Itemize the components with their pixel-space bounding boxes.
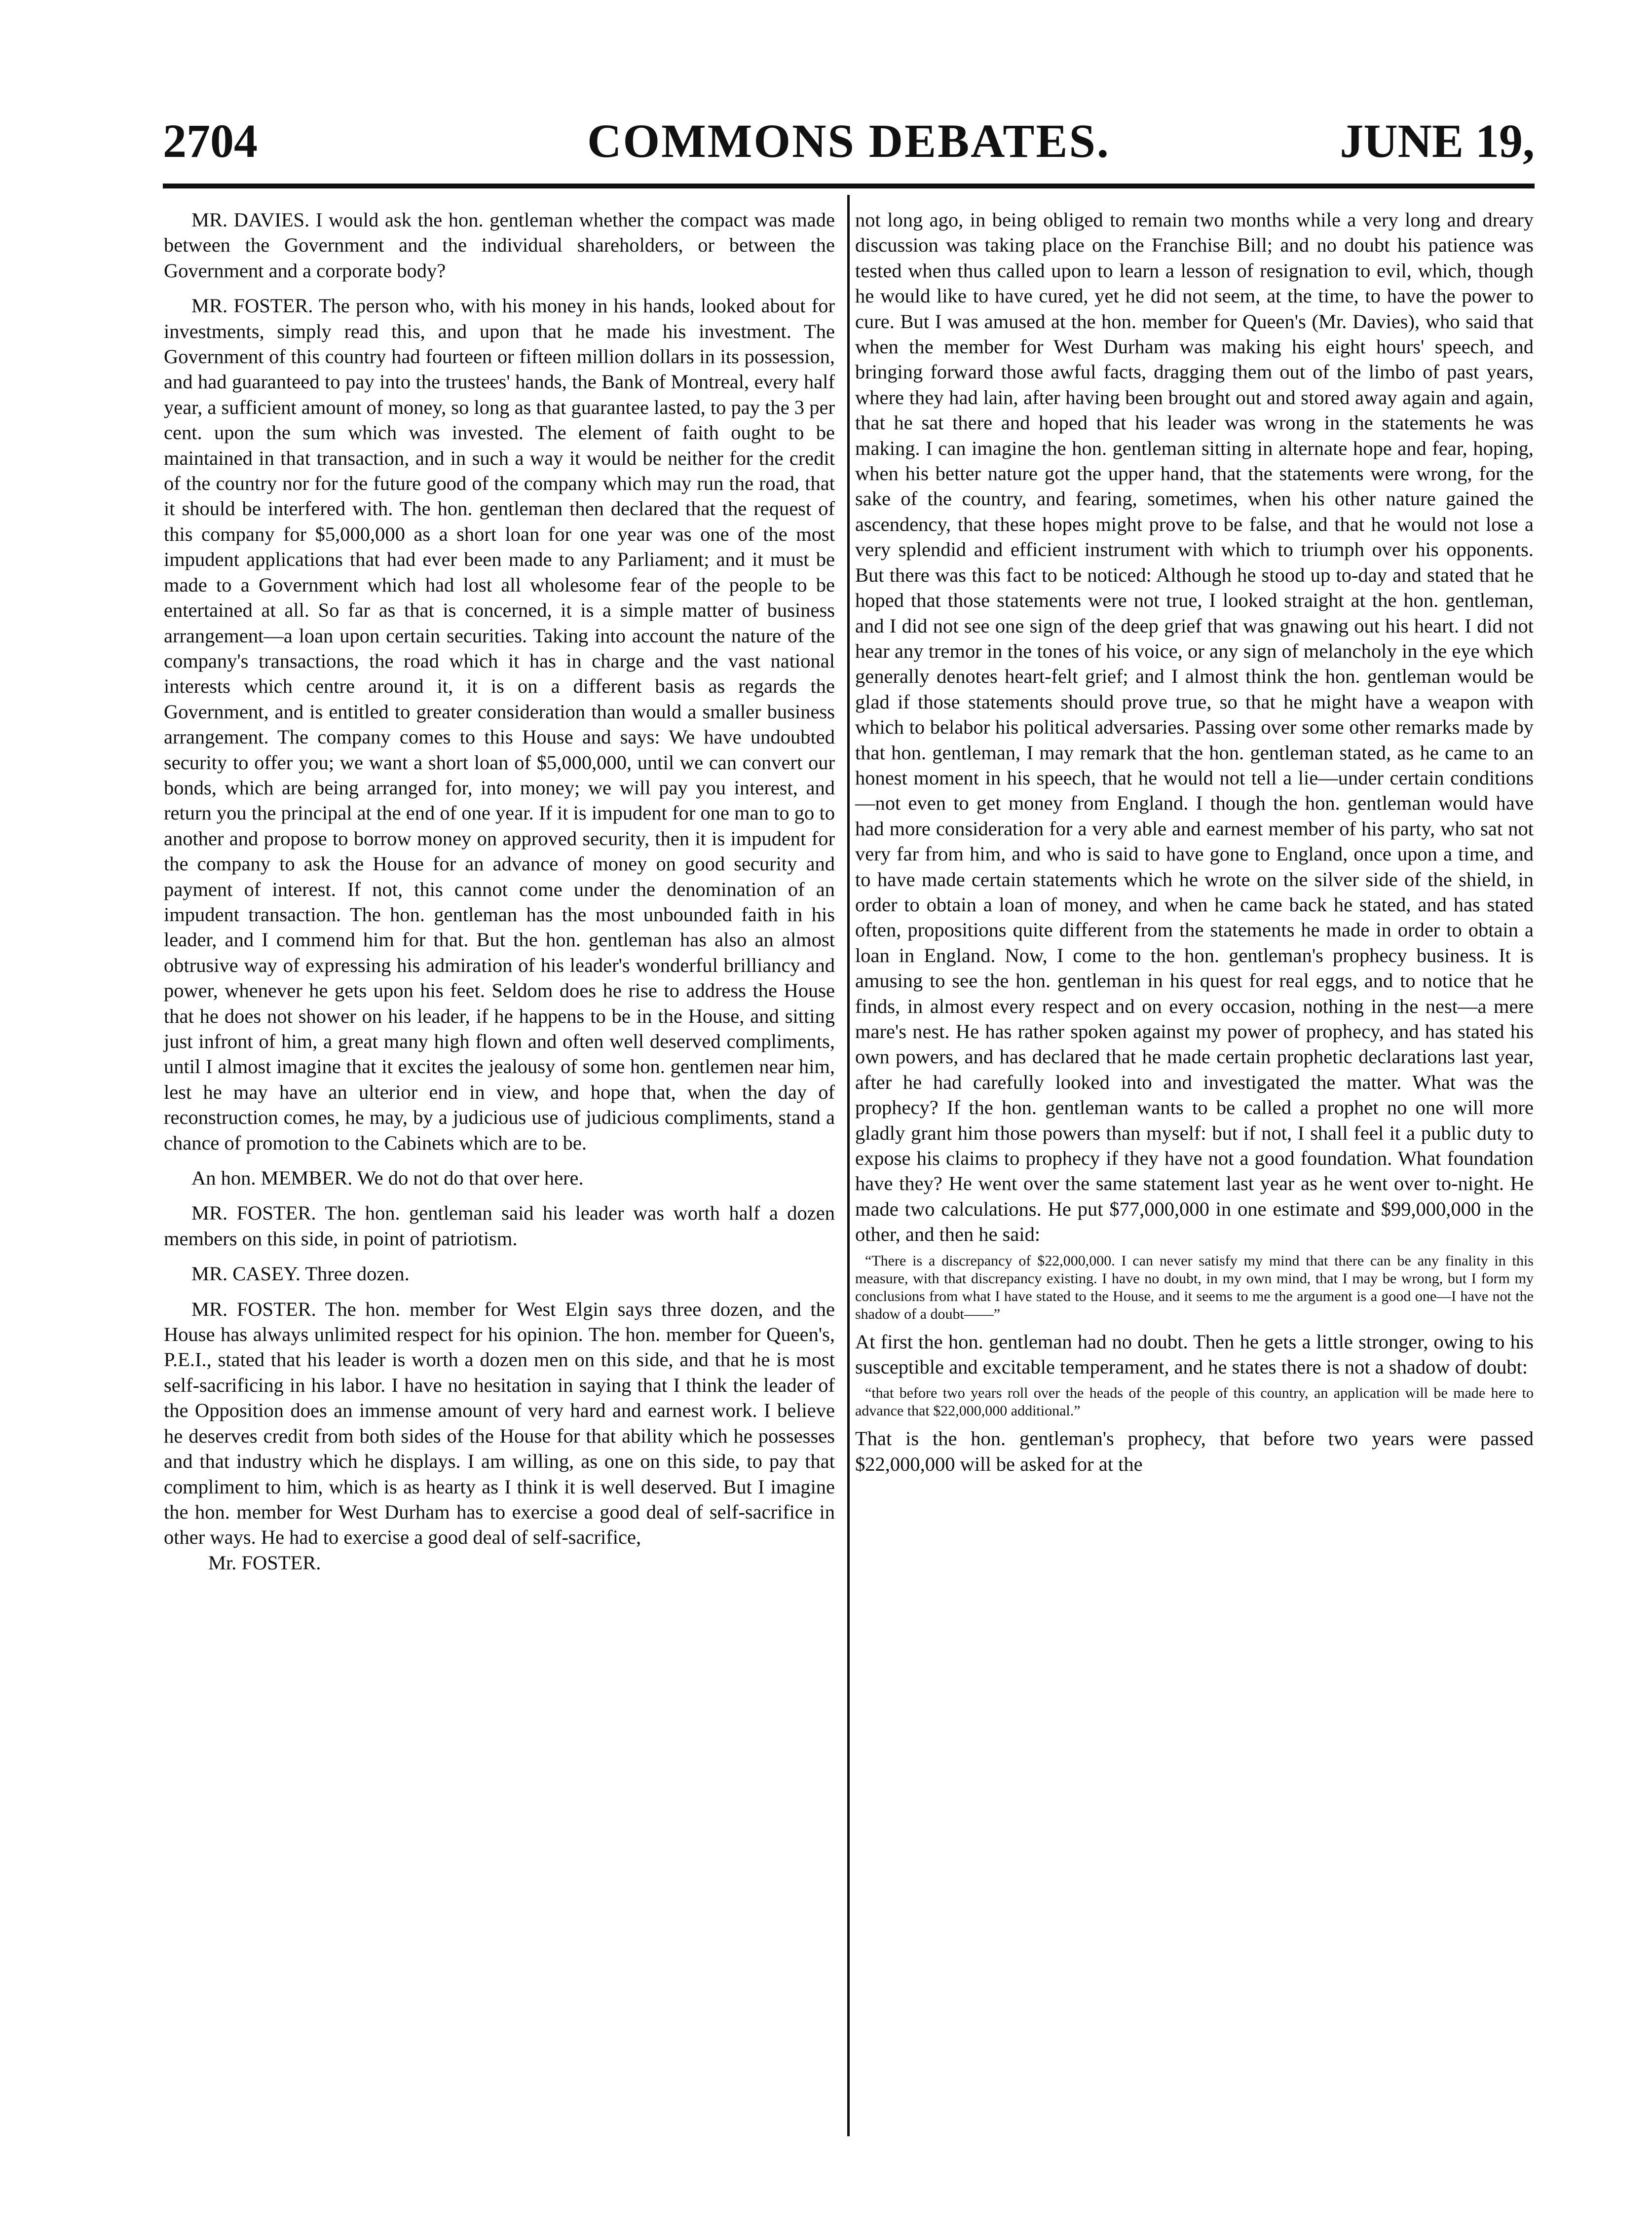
speech-text: The person who, with his money in his hands, looked about for investments, simply read this, and upon that he made his investment. The Government of this country had fourteen or fifteen million dollars in its possession, and had guaranteed to pay into the trustees' hands, the Bank of Montreal, every half year, a sufficient amount of money, so long as that guarantee lasted, to pay the 3 per cent. upon the sum which was invested. The element of faith ought to be maintained in that transaction, and in such a way it would be neither for the credit of the country nor for the future good of the company which may run the road, that it should be interfered with. The hon. gentleman then declared that the request of this company for $5,000,000 as a short loan for one year was one of the most impudent applications that had ever been made to any Parliament; and it must be made to a Government which had lost all wholesome fear of the people to be entertained at all. So far as that is concerned, it is a simple matter of business arrangement—a loan upon certain securities. Taking into account the nature of the company's transactions, the road which it has in charge and the vast national interests which centre around it, it is on a different basis as regards the Government, and is entitled to greater consideration than would a smaller business arrangement. The company comes to this House and says: We have undoubted security to offer you; we want a short loan of $5,000,000, until we can convert our bonds, which are being arranged for, into money; we will pay you interest, and return you the principal at the end of one year. If it is impudent for one man to go to another and propose to borrow money on approved security, then it is impudent for the company to ask the House for an advance of money on good security and payment of interest. If not, this cannot come under the denomination of an impudent transaction. The hon. gentleman has the most unbounded faith in his leader, and I commend him for that. But the hon. gentleman has also an almost obtrusive way of expressing his admiration of his leader's wonderful brilliancy and power, whenever he gets upon his feet. Seldom does he rise to address the House that he does not shower on his leader, if he happens to be in the House, and sitting just infront of him, a great many high flown and often well deserved compliments, until I almost imagine that it excites the jealousy of some hon. gentlemen near him, lest he may have an ulterior end in view, and hope that, when the day of reconstruction comes, he may, by a judicious use of judicious compliments, stand a chance of promotion to the Cabinets which are to be. — [164, 295, 835, 1154]
paragraph: At first the hon. gentleman had no doubt. Then he gets a little stronger, owing to his susceptible and excitable temperament, and he states there is not a shadow of doubt: — [855, 1330, 1534, 1378]
paragraph: That is the hon. gentleman's prophecy, that before two years were passed $22,000,000 will be asked for at the — [855, 1427, 1534, 1475]
paragraph — [164, 1165, 835, 1190]
block-quote — [855, 1252, 1534, 1323]
speech-text: The hon. gentleman said his leader was worth half a dozen members on this side, in point of patriotism. — [164, 1202, 835, 1250]
right-column — [855, 207, 1534, 1477]
speaker-name: MR. FOSTER. — [191, 1298, 316, 1320]
paragraph — [164, 207, 835, 283]
paragraph — [164, 1297, 835, 1550]
paragraph: not long ago, in being obliged to remain two months while a very long and dreary discussion was taking place on the Franchise Bill; and no doubt his patience was tested when thus called upon to learn a lesson of resignation to evil, which, though he would like to have cured, yet he did not seem, at the time, to have the power to cure. But I was amused at the hon. member for Queen's (Mr. Davies), who said that when the member for West Durham was making his eight hours' speech, and bringing forward those awful facts, dragging them out of the limbo of past years, where they had lain, after having been brought out and stored away again and again, that he sat there and hoped that his leader was wrong in the statements he was making. I can imagine the hon. gentleman sitting in alternate hope and fear, hoping, when his better nature got the upper hand, that the statements were wrong, for the sake of the country, and fearing, sometimes, when his other nature gained the ascendency, that these hopes might prove to be false, and that he would not lose a very splendid and efficient instrument with which to triumph over his opponents. But there was this fact to be noticed: Although he stood up to-day and stated that he hoped that those statements were not true, I looked straight at the hon. gentleman, and I did not see one sign of the deep grief that was gnawing out his heart. I did not hear any tremor in the tones of his voice, or any sign of melancholy in the eye which generally denotes heart-felt grief; and I almost think the hon. gentleman would be glad if those statements should prove true, so that he might have a weapon with which to belabor his political adversaries. Passing over some other remarks made by that hon. gentleman, I may remark that the hon. gentleman stated, as he came to an honest moment in his speech, that he would not tell a lie—under certain conditions—not even to get money from England. I though the hon. gentleman would have had more consideration for a very able and earnest member of his party, who sat not very far from him, and who is said to have gone to England, once upon a time, and to have made certain statements which he wrote on the silver side of the shield, in order to obtain a loan of money, and when he came back he stated, and has stated often, propositions quite different from the statements he made in order to obtain a loan in England. Now, I come to the hon. gentleman's prophecy business. It is amusing to see the hon. gentleman in his quest for real eggs, and to notice that he finds, in almost every respect and on every occasion, nothing in the nest—a mere mare's nest. He has rather spoken against my power of prophecy, and has stated his own powers, and has declared that he made certain prophetic declarations last year, after he had carefully looked into and investigated the matter. What was the prophecy? If the hon. gentleman wants to be called a prophet no one will more gladly grant him those powers than myself: but if not, I shall feel it a public duty to expose his claims to prophecy if they have not a good foundation. What foundation have they? He went over the same statement last year as he went over to-night. He made two calculations. He put $77,000,000 in one estimate and $99,000,000 in the other, and then he said: — [855, 209, 1534, 1246]
speech-text: We do not do that over here. — [357, 1167, 584, 1190]
header-rule — [163, 184, 1535, 188]
page-date: JUNE 19, — [1340, 114, 1535, 167]
catchword: Mr. FOSTER. — [208, 1551, 321, 1574]
column-divider — [847, 195, 850, 2136]
speaker-name: MR. FOSTER. — [191, 1202, 316, 1225]
page-header — [163, 113, 1535, 173]
speaker-name: An hon. MEMBER. — [191, 1167, 353, 1190]
speaker-name: MR. FOSTER. — [191, 295, 313, 317]
speech-text: Three dozen. — [305, 1263, 410, 1285]
page-title: COMMONS DEBATES. — [587, 114, 1110, 167]
speaker-name: MR. CASEY. — [191, 1263, 300, 1285]
speech-text: I would ask the hon. gentleman whether the compact was made between the Government and the individual shareholders, or between the Government and a corporate body? — [164, 209, 835, 282]
block-quote — [855, 1384, 1534, 1420]
quote-text: “There is a discrepancy of $22,000,000. I can never satisfy my mind that there can be any finality in this measure, with that discrepancy existing. I have no doubt, in my own mind, that I may be wrong, but I form my conclusions from what I have stated to the House, and it seems to me the argument is a good one—I have not the shadow of a doubt——” — [855, 1252, 1534, 1322]
left-column — [164, 207, 835, 1575]
paragraph — [164, 1200, 835, 1251]
page-number: 2704 — [163, 114, 258, 167]
paragraph — [164, 1261, 835, 1286]
speech-text: The hon. member for West Elgin says three dozen, and the House has always unlimited respect for his opinion. The hon. member for Queen's, P.E.I., stated that his leader is worth a dozen men on this side, and that he is most self-sacrificing in his labor. I have no hesitation in saying that I think the leader of the Opposition does an immense amount of very hard and earnest work. I believe he deserves credit from both sides of the House for that ability which he possesses and that industry which he displays. I am willing, as one on this side, to pay that compliment to him, which is as hearty as I think it is well deserved. But I imagine the hon. member for West Durham has to exercise a good deal of self-sacrifice in other ways. He had to exercise a good deal of self-sacrifice, — [164, 1298, 835, 1549]
quote-text: “that before two years roll over the heads of the people of this country, an application will be made here to advance that $22,000,000 additional.” — [855, 1385, 1534, 1419]
speaker-name: MR. DAVIES. — [191, 209, 310, 231]
paragraph — [164, 293, 835, 1155]
